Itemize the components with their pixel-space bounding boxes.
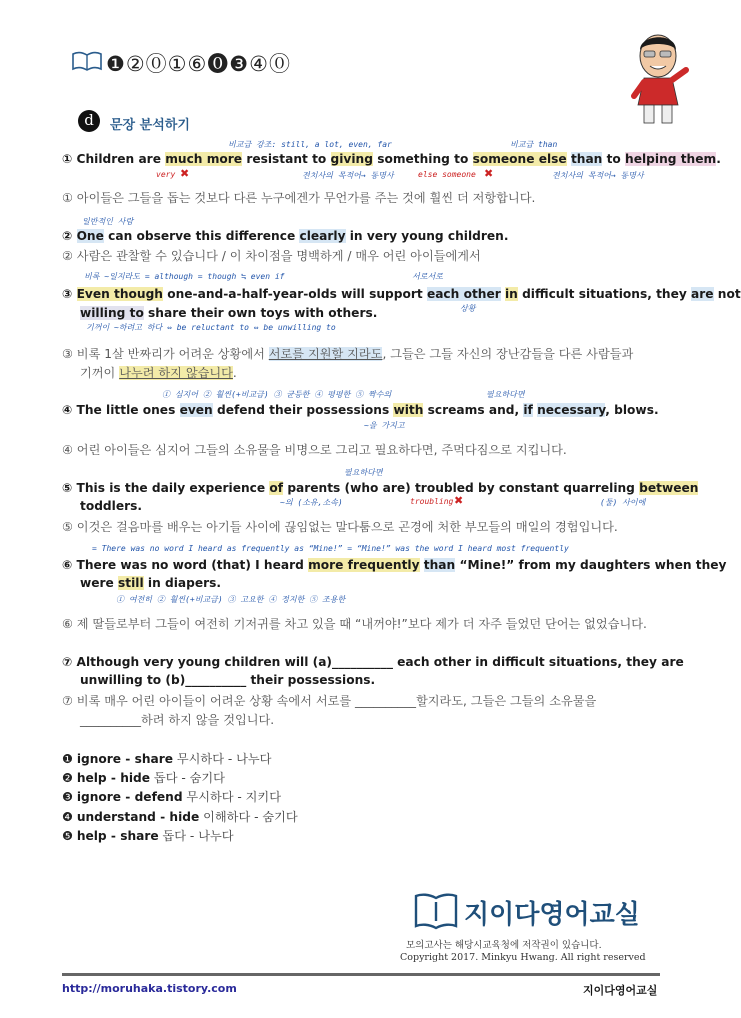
section-title: 문장 분석하기 [110, 118, 190, 133]
q1-note-very: very [156, 170, 176, 179]
q5-note-upper: 필요하다면 [344, 468, 383, 477]
q1-korean: ① 아이들은 그들을 돕는 것보다 다른 누구에겐가 무언가를 주는 것에 훨씬 더 저항합니다. [62, 191, 536, 205]
q5-english-line1: ⑤ This is the daily experience of parents (who are) troubled by constant quarreling between [62, 481, 699, 495]
q7-english-line1: ⑦ Although very young children will (a)__________ each other in difficult situations, they are [62, 655, 684, 669]
logo-text: 지이다영어교실 [464, 900, 640, 930]
q1-note-gerund-2: 전치사의 목적어→ 동명사 [552, 171, 644, 180]
q6-note-still-meanings: ① 여전히 ② 훨씬(+비교급) ③ 고요한 ④ 정지한 ⑤ 조용한 [116, 595, 346, 604]
answer-choice-2[interactable]: ❷ help - hide 돕다 - 숨기다 [62, 771, 225, 785]
q1-english: ① Children are much more resistant to giving something to someone else than to helping them. [62, 152, 721, 166]
q2-korean: ② 사람은 관찰할 수 있습니다 / 이 차이점을 명백하게 / 매우 어린 아이들에게서 [62, 249, 481, 263]
q6-english-line1: ⑥ There was no word (that) I heard more frequently than “Mine!” from my daughters when they [62, 558, 727, 572]
q7-english-line2: unwilling to (b)__________ their possessions. [80, 673, 376, 687]
wrong-mark: ✖ [454, 494, 464, 507]
q4-english: ④ The little ones even defend their possessions with screams and, if necessary, blows. [62, 403, 659, 417]
q3-english-line2: willing to share their own toys with others. [80, 306, 378, 320]
q3-english-line1: ③ Even though one-and-a-half-year-olds will support each other in difficult situations, they are not [62, 287, 741, 301]
q3-note-willing: 기꺼이 ~하려고 하다 ⇔ be reluctant to ⇔ be unwilling to [86, 323, 336, 332]
answer-choice-1[interactable]: ❶ ignore - share 무시하다 - 나누다 [62, 752, 272, 766]
q7-korean-line2: __________하려 하지 않을 것입니다. [80, 713, 275, 727]
answer-choice-5[interactable]: ❺ help - share 돕다 - 나누다 [62, 829, 234, 843]
q5-english-line2: toddlers. [80, 499, 142, 513]
q3-note-even-though: 비록 ~일지라도 = although = though ≒ even if [84, 272, 285, 281]
q3-note-situation: 상황 [460, 304, 476, 313]
footer-brand: 지이다영어교실 [583, 984, 658, 997]
copyright-notice: 모의고사는 해당시교육청에 저작권이 있습니다. [406, 940, 602, 951]
q5-note-between: (둘) 사이에 [600, 498, 646, 507]
q6-english-line2: were still in diapers. [80, 576, 222, 590]
exam-code: ❶②⓪①⑥⓿❸④⓪ [106, 52, 291, 76]
q2-note-one: 일반적인 사람 [82, 217, 134, 226]
section-badge: d [78, 110, 100, 132]
q1-note-gerund-1: 전치사의 목적어→ 동명사 [302, 171, 394, 180]
q5-note-troubling: troubling [410, 497, 454, 506]
footer-divider [62, 973, 660, 976]
q6-korean: ⑥ 제 딸들로부터 그들이 여전히 기저귀를 차고 있을 때 “내꺼야!”보다 제가 더 자주 들었던 단어는 없었습니다. [62, 617, 647, 631]
q1-note-else: else someone [418, 170, 476, 179]
q6-note-paraphrase: = There was no word I heard as frequently as “Mine!” = “Mine!” was the word I heard most frequently [92, 544, 569, 553]
site-link[interactable]: http://moruhaka.tistory.com [62, 982, 237, 995]
answer-choice-3[interactable]: ❸ ignore - defend 무시하다 - 지키다 [62, 790, 281, 804]
wrong-mark: ✖ [484, 167, 494, 180]
q2-english: ② One can observe this difference clearly in very young children. [62, 229, 509, 243]
logo-book-icon [414, 893, 458, 929]
q3-korean-line1: ③ 비록 1살 반짜리가 어려운 상황에서 서로를 지원할 지라도, 그들은 그들 자신의 장난감들을 다른 사람들과 [62, 347, 634, 361]
q7-korean-line1: ⑦ 비록 매우 어린 아이들이 어려운 상황 속에서 서로를 __________할지라도, 그들은 그들의 소유물을 [62, 694, 597, 708]
q4-note-even-meanings: ① 심지어 ② 훨씬(+비교급) ③ 균등한 ④ 평평한 ⑤ 짝수의 [162, 390, 392, 399]
q1-note-than: 비교급 than [510, 140, 558, 149]
q5-korean: ⑤ 이것은 걸음마를 배우는 아기들 사이에 끊임없는 말다툼으로 곤경에 처한 부모들의 매일의 경험입니다. [62, 520, 618, 534]
q3-korean-line2: 기꺼이 나누려 하지 않습니다. [80, 366, 237, 380]
q5-note-of: ~의 (소유,소속) [280, 498, 343, 507]
q4-note-if-necessary: 필요하다면 [486, 390, 525, 399]
q4-korean: ④ 어린 아이들은 심지어 그들의 소유물을 비명으로 그리고 필요하다면, 주먹다짐으로 지킵니다. [62, 443, 567, 457]
teacher-avatar [628, 30, 690, 130]
q3-note-each-other: 서로서로 [412, 272, 443, 281]
answer-choice-4[interactable]: ❹ understand - hide 이해하다 - 숨기다 [62, 810, 298, 824]
q1-note-emphasis: 비교급 강조: still, a lot, even, far [228, 140, 392, 149]
q4-note-with: ~을 가지고 [364, 421, 405, 430]
book-icon [72, 51, 102, 71]
wrong-mark: ✖ [180, 167, 190, 180]
copyright-line: Copyright 2017. Minkyu Hwang. All right reserved [400, 952, 646, 963]
